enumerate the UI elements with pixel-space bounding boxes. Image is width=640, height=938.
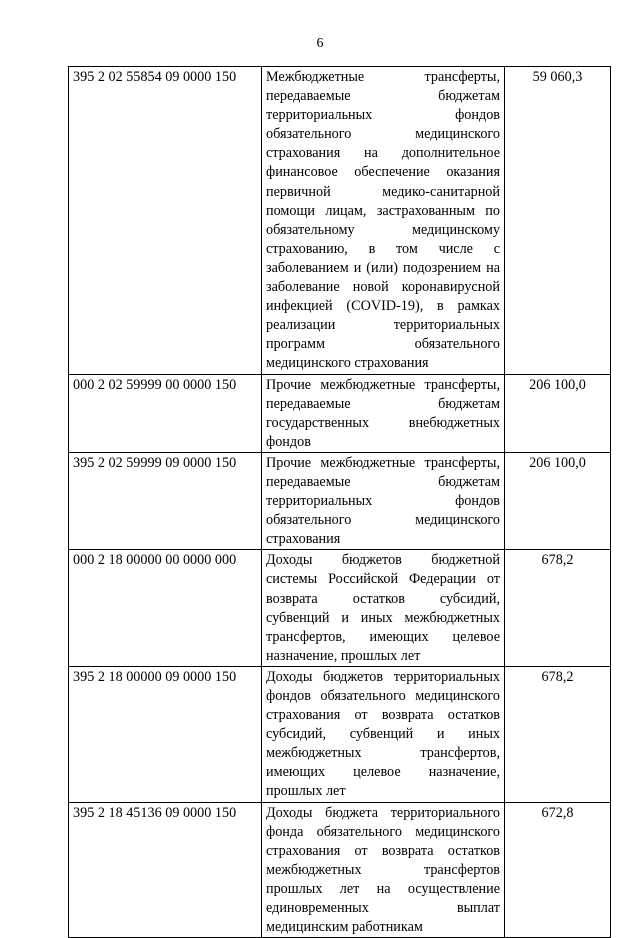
amount-value: 678,2 [505, 550, 611, 667]
budget-classification-code: 000 2 02 59999 00 0000 150 [69, 374, 262, 452]
budget-classification-code: 395 2 18 45136 09 0000 150 [69, 802, 262, 938]
table-row [69, 802, 611, 938]
budget-classification-code: 395 2 02 59999 09 0000 150 [69, 452, 262, 549]
table-row [69, 374, 611, 452]
revenue-name: Межбюджетные трансферты, передаваемые бюджетам территориальных фондов обязательного медицинского страхования на дополнительное финансовое обеспечение оказания первичной медико-санитарной помощи лицам, застрахованным по обязательному медицинскому страхованию, в том числе с заболеванием и (или) подозрением на заболевание новой коронавирусной инфекцией (COVID-19), в рамках реализации территориальных программ обязательного медицинского страхования [262, 67, 505, 375]
revenue-name: Доходы бюджетов территориальных фондов обязательного медицинского страхования от возврата остатков субсидий, субвенций и иных межбюджетных трансфертов, имеющих целевое назначение, прошлых лет [262, 666, 505, 802]
budget-classification-code: 395 2 18 00000 09 0000 150 [69, 666, 262, 802]
amount-value: 206 100,0 [505, 374, 611, 452]
table-row [69, 550, 611, 667]
amount-value: 672,8 [505, 802, 611, 938]
table-row [69, 452, 611, 549]
budget-revenue-table [68, 66, 611, 938]
budget-classification-code: 000 2 18 00000 00 0000 000 [69, 550, 262, 667]
table-row [69, 666, 611, 802]
table-body [69, 67, 611, 938]
revenue-name: Доходы бюджетов бюджетной системы Российской Федерации от возврата остатков субсидий, субвенций и иных межбюджетных трансфертов, имеющих целевое назначение, прошлых лет [262, 550, 505, 667]
revenue-name: Доходы бюджета территориального фонда обязательного медицинского страхования от возврата остатков межбюджетных трансфертов прошлых лет на осуществление единовременных выплат медицинским работникам [262, 802, 505, 938]
amount-value: 59 060,3 [505, 67, 611, 375]
revenue-name: Прочие межбюджетные трансферты, передаваемые бюджетам территориальных фондов обязательного медицинского страхования [262, 452, 505, 549]
amount-value: 678,2 [505, 666, 611, 802]
budget-classification-code: 395 2 02 55854 09 0000 150 [69, 67, 262, 375]
page-number: 6 [316, 36, 324, 51]
revenue-name: Прочие межбюджетные трансферты, передаваемые бюджетам государственных внебюджетных фондов [262, 374, 505, 452]
amount-value: 206 100,0 [505, 452, 611, 549]
table-row [69, 67, 611, 375]
